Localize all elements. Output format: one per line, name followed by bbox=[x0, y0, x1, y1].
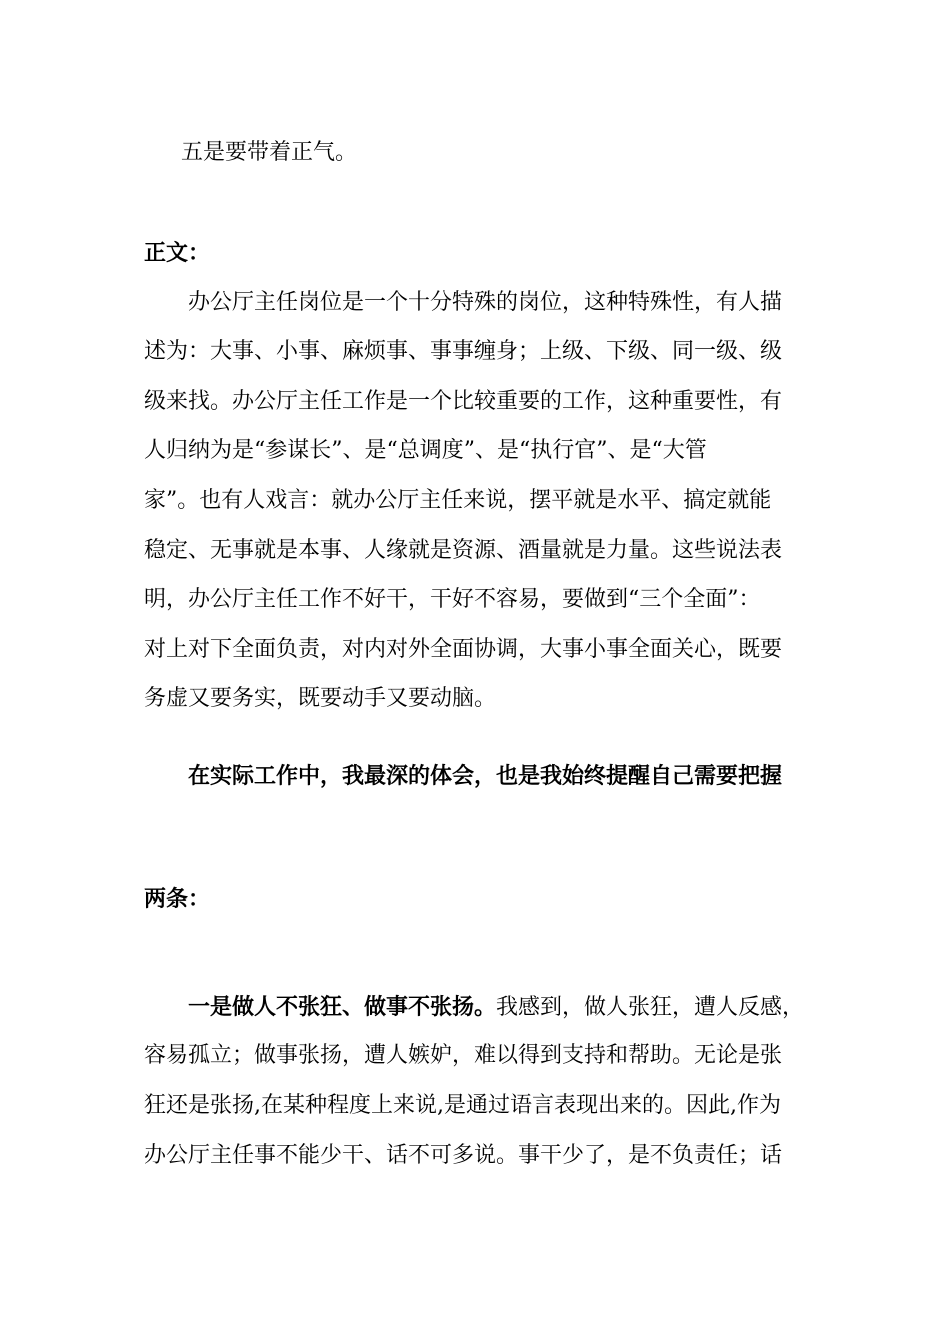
paragraph-line: 办公厅主任事不能少干、话不可多说。事干少了，是不负责任；话 bbox=[144, 1143, 783, 1168]
section-heading: 正文： bbox=[144, 240, 211, 266]
paragraph-line: 家”。也有人戏言：就办公厅主任来说，摆平就是水平、搞定就能 bbox=[144, 488, 772, 513]
emphasis-line: 两条： bbox=[144, 886, 211, 912]
bold-lead-phrase: 一是做人不张狂、做事不张扬。 bbox=[188, 994, 497, 1020]
paragraph-line: 务虚又要务实，既要动手又要动脑。 bbox=[144, 686, 497, 711]
paragraph-line: 狂还是张扬,在某种程度上来说,是通过语言表现出来的。因此,作为 bbox=[144, 1093, 781, 1118]
paragraph-line: 稳定、无事就是本事、人缘就是资源、酒量就是力量。这些说法表 bbox=[144, 538, 783, 563]
paragraph-line: 对上对下全面负责，对内对外全面协调，大事小事全面关心，既要 bbox=[144, 637, 783, 662]
paragraph-line: 办公厅主任岗位是一个十分特殊的岗位，这种特殊性，有人描 bbox=[188, 290, 783, 315]
paragraph-line: 人归纳为是“参谋长”、是“总调度”、是“执行官”、是“大管 bbox=[144, 438, 707, 463]
lead-continuation: 我感到，做人张狂，遭人反感， bbox=[496, 995, 805, 1020]
paragraph-line: 述为：大事、小事、麻烦事、事事缠身；上级、下级、同一级、级 bbox=[144, 339, 783, 364]
paragraph-line: 级来找。办公厅主任工作是一个比较重要的工作，这种重要性，有 bbox=[144, 389, 783, 414]
emphasis-line: 在实际工作中，我最深的体会，也是我始终提醒自己需要把握 bbox=[188, 763, 783, 789]
paragraph-line: 明，办公厅主任工作不好干，干好不容易，要做到“三个全面”： bbox=[144, 587, 761, 612]
paragraph-line: 容易孤立；做事张扬，遭人嫉妒，难以得到支持和帮助。无论是张 bbox=[144, 1043, 783, 1068]
intro-line: 五是要带着正气。 bbox=[181, 140, 358, 165]
paragraph-line bbox=[188, 992, 804, 1023]
